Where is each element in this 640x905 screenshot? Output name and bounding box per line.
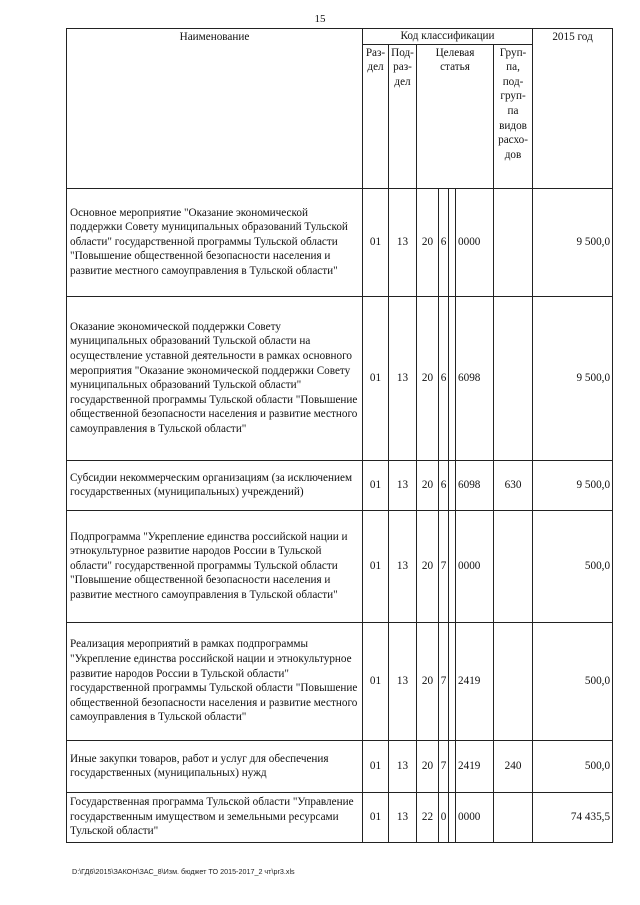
row-target-spacer bbox=[449, 188, 456, 296]
table-row bbox=[67, 510, 613, 622]
row-target-direction: 0000 bbox=[456, 792, 494, 842]
row-group: 240 bbox=[494, 740, 533, 792]
row-group bbox=[494, 510, 533, 622]
table-row bbox=[67, 188, 613, 296]
row-target-direction: 0000 bbox=[456, 188, 494, 296]
header-year: 2015 год bbox=[533, 29, 613, 189]
row-target-direction: 0000 bbox=[456, 510, 494, 622]
row-target-subprogram: 0 bbox=[439, 792, 449, 842]
row-podrazdel: 13 bbox=[389, 510, 417, 622]
row-target-spacer bbox=[449, 296, 456, 460]
table-row bbox=[67, 296, 613, 460]
table-row bbox=[67, 792, 613, 842]
row-group bbox=[494, 792, 533, 842]
row-amount: 500,0 bbox=[533, 622, 613, 740]
header-code-group: Код классификации bbox=[363, 29, 533, 45]
row-group bbox=[494, 296, 533, 460]
row-target-program: 20 bbox=[417, 460, 439, 510]
row-name: Основное мероприятие "Оказание экономической поддержки Совету муниципальных образований Тульской области" государственной программы Тульской области "Повышение общественной безопасности населения и развитие местного самоуправления в Тульской области" bbox=[67, 188, 363, 296]
row-target-direction: 6098 bbox=[456, 296, 494, 460]
row-amount: 9 500,0 bbox=[533, 460, 613, 510]
row-name: Иные закупки товаров, работ и услуг для обеспечения государственных (муниципальных) нужд bbox=[67, 740, 363, 792]
row-target-spacer bbox=[449, 622, 456, 740]
row-razdel: 01 bbox=[363, 296, 389, 460]
budget-table bbox=[66, 28, 613, 843]
row-podrazdel: 13 bbox=[389, 740, 417, 792]
row-name: Оказание экономической поддержки Совету муниципальных образований Тульской области на осуществление уставной деятельности в рамках основного мероприятия "Оказание экономической поддержки Совету муниципальных образований Тульской области" государственной программы Тульской области "Повышение общественной безопасности населения и развитие местного самоуправления в Тульской области" bbox=[67, 296, 363, 460]
table-row bbox=[67, 740, 613, 792]
row-razdel: 01 bbox=[363, 792, 389, 842]
row-podrazdel: 13 bbox=[389, 188, 417, 296]
row-amount: 500,0 bbox=[533, 740, 613, 792]
row-podrazdel: 13 bbox=[389, 622, 417, 740]
row-amount: 9 500,0 bbox=[533, 188, 613, 296]
row-target-program: 20 bbox=[417, 296, 439, 460]
row-target-spacer bbox=[449, 740, 456, 792]
row-target-direction: 2419 bbox=[456, 622, 494, 740]
row-target-program: 20 bbox=[417, 622, 439, 740]
row-name: Государственная программа Тульской области "Управление государственным имуществом и земельными ресурсами Тульской области" bbox=[67, 792, 363, 842]
header-podrazdel: Под- раз- дел bbox=[389, 44, 417, 188]
row-target-subprogram: 6 bbox=[439, 296, 449, 460]
row-group: 630 bbox=[494, 460, 533, 510]
header-name: Наименование bbox=[67, 29, 363, 189]
row-podrazdel: 13 bbox=[389, 296, 417, 460]
row-razdel: 01 bbox=[363, 622, 389, 740]
header-target: Целевая статья bbox=[417, 44, 494, 188]
row-name: Реализация мероприятий в рамках подпрограммы "Укрепление единства российской нации и этнокультурное развитие народов России в Тульской области" государственной программы Тульской области "Повышение общественной безопасности населения и развитие местного самоуправления в Тульской области" bbox=[67, 622, 363, 740]
row-target-spacer bbox=[449, 510, 456, 622]
row-amount: 500,0 bbox=[533, 510, 613, 622]
row-target-subprogram: 7 bbox=[439, 740, 449, 792]
row-name: Подпрограмма "Укрепление единства российской нации и этнокультурное развитие народов России в Тульской области" государственной программы Тульской области "Повышение общественной безопасности населения и развитие местного самоуправления в Тульской области" bbox=[67, 510, 363, 622]
row-target-direction: 6098 bbox=[456, 460, 494, 510]
row-podrazdel: 13 bbox=[389, 792, 417, 842]
row-group bbox=[494, 188, 533, 296]
row-target-program: 20 bbox=[417, 740, 439, 792]
row-target-direction: 2419 bbox=[456, 740, 494, 792]
row-target-spacer bbox=[449, 792, 456, 842]
table-row bbox=[67, 460, 613, 510]
row-razdel: 01 bbox=[363, 460, 389, 510]
row-razdel: 01 bbox=[363, 188, 389, 296]
row-razdel: 01 bbox=[363, 510, 389, 622]
row-name: Субсидии некоммерческим организациям (за исключением государственных (муниципальных) учреждений) bbox=[67, 460, 363, 510]
header-group: Груп- па, под- груп- па видов расхо- дов bbox=[494, 44, 533, 188]
row-target-program: 20 bbox=[417, 510, 439, 622]
row-target-program: 22 bbox=[417, 792, 439, 842]
row-razdel: 01 bbox=[363, 740, 389, 792]
page-number: 15 bbox=[314, 13, 326, 25]
row-amount: 9 500,0 bbox=[533, 296, 613, 460]
row-podrazdel: 13 bbox=[389, 460, 417, 510]
row-amount: 74 435,5 bbox=[533, 792, 613, 842]
row-target-subprogram: 6 bbox=[439, 188, 449, 296]
file-path-footer: D:\ГД6\2015\ЗАКОН\ЗАС_8\Изм. бюджет ТО 2015-2017_2 чт\pr3.xls bbox=[72, 867, 295, 876]
table-row bbox=[67, 622, 613, 740]
row-target-program: 20 bbox=[417, 188, 439, 296]
row-target-subprogram: 7 bbox=[439, 622, 449, 740]
row-target-subprogram: 6 bbox=[439, 460, 449, 510]
row-target-subprogram: 7 bbox=[439, 510, 449, 622]
header-razdel: Раз- дел bbox=[363, 44, 389, 188]
row-target-spacer bbox=[449, 460, 456, 510]
row-group bbox=[494, 622, 533, 740]
